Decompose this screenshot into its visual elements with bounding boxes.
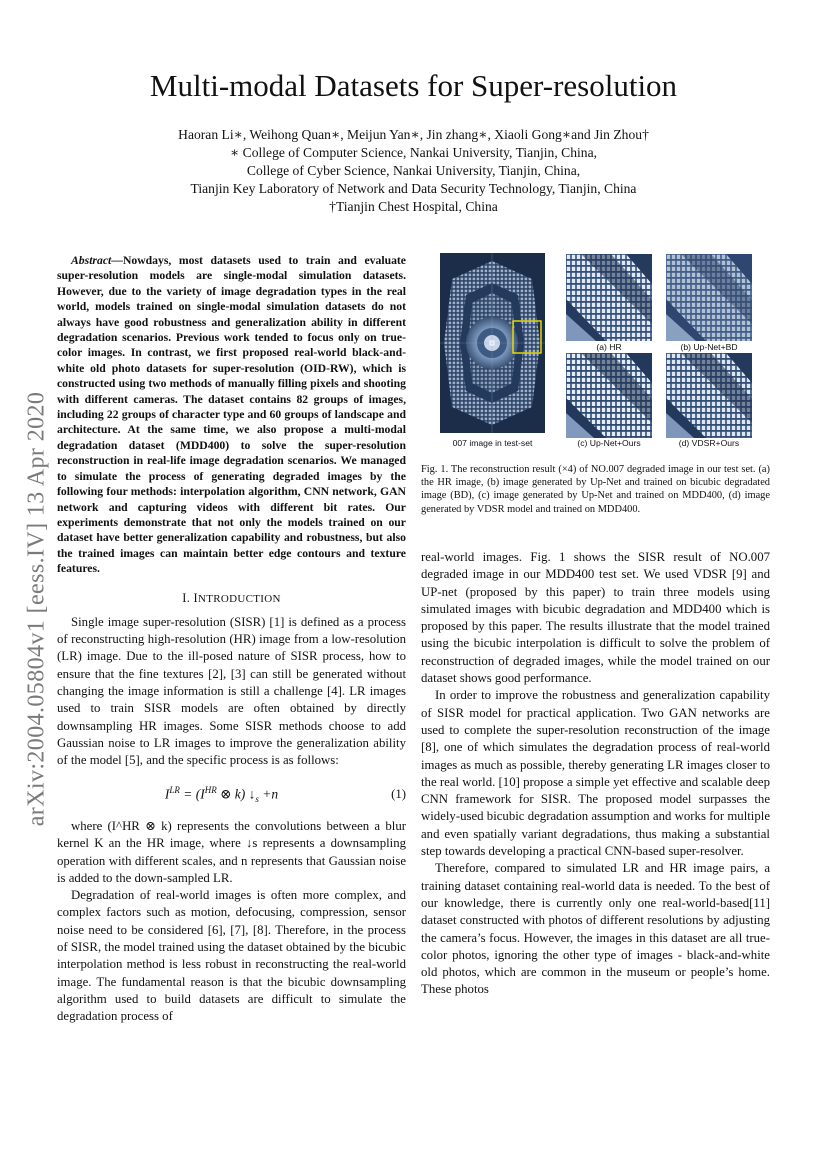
figure-1 [420, 252, 772, 454]
eq-end: +n [258, 786, 279, 801]
equation-1 [57, 782, 406, 808]
author-names: Haoran Li∗, Weihong Quan∗, Meijun Yan∗, Jin zhang∗, Xiaoli Gong∗and Jin Zhou† [178, 127, 649, 142]
affiliation-2: College of Cyber Science, Nankai University, Tianjin, China, [246, 163, 581, 178]
panel-upnet-ours [566, 353, 652, 438]
label-a: (a) HR [596, 342, 622, 352]
eq-lhs-sup: LR [169, 784, 180, 795]
label-c: (c) Up-Net+Ours [577, 438, 641, 448]
label-b: (b) Up-Net+BD [680, 342, 738, 352]
section-first-letter: I [193, 590, 198, 605]
label-main: 007 image in test-set [452, 438, 533, 448]
affiliation-3: Tianjin Key Laboratory of Network and Data Security Technology, Tianjin, China [190, 181, 637, 196]
main-image [440, 253, 545, 433]
intro-paragraph-3: Degradation of real-world images is often more complex, and complex factors such as motion, defocusing, compression, sensor noise need to be considered [6], [7], [8]. Therefore, in the process of SISR, the model trained using the dataset obtained by the bicubic interpolation method is less robust in reconstructing the real-world image. The fundamental reason is that the bicubic downsampling algorithm used to build datasets are difficult to simulate the degradation process of [57, 888, 406, 1024]
eq-lhs: I [164, 786, 170, 801]
right-paragraph-2: In order to improve the robustness and generalization capability of SISR model for practical application. Two GAN networks are used to complete the super-resolution reconstruction of the image [8], one of which simulates the degradation process of real-world images as much as possible, thereby generating LR images closer to the real world. [10] propose a simple yet effective and scalable deep CNN framework for SISR. The proposed model surpasses the widely-used bicubic degradation assumption and works for multiple and even spatially variant degradations, thus making a substantial step towards developing a practical CNN-based super-resolver. [421, 688, 770, 859]
section-rest: NTRODUCTION [197, 592, 281, 605]
affiliation-1: ∗ College of Computer Science, Nankai University, Tianjin, China, [229, 145, 598, 160]
section-numeral: I. [182, 590, 191, 605]
panel-vdsr-ours [666, 353, 752, 438]
eq-mid-sup: HR [204, 784, 217, 795]
eq-sub: s [255, 793, 259, 804]
panel-hr [566, 254, 652, 341]
right-paragraph-3: Therefore, compared to simulated LR and HR image pairs, a training dataset containing real-world data is needed. To the best of our knowledge, there is currently only one real-world-based[11] dataset constructed with photos of different resolutions by adjusting the camera’s focus. However, the images in this dataset are all true-color photos, ignoring the other type of images - black-and-white old photos, which are common in the museum or people’s home. These photos [421, 861, 770, 997]
figure-1-caption: Fig. 1. The reconstruction result (×4) of NO.007 degraded image in our test set. (a) the HR image, (b) image generated by Up-Net and trained on bicubic degradated image (BD), (c) image generated by Up-Net and trained on MDD400, (d) image generated by VDSR model and trained on MDD400. [421, 464, 770, 515]
eq-mid1: = (I [179, 786, 205, 801]
paper-title: Multi-modal Datasets for Super-resolution [149, 68, 678, 103]
equation-body [57, 782, 386, 808]
intro-paragraph-1: Single image super-resolution (SISR) [1] is defined as a process of reconstructing high-resolution (HR) image from a low-resolution (LR) image. Due to the ill-posed nature of SISR process, how to ensure that the fine textures [2], [3] can still be generated without changing the image information is still a challenge [4]. LR images used to train SISR models are often obtained by directly downsampling HR images. Some SISR methods choose to add Gaussian noise to LR images to improve the generalization ability of the model [5], and the specific process is as follows: [57, 614, 406, 768]
abstract-text: —Nowdays, most datasets used to train and evaluate super-resolution models are single-modal simulation datasets. However, due to the variety of image degradation types in the real world, models trained on single-modal simulation datasets do not always have good robustness and generalization ability in different degradation scenarios. Previous work tended to focus only on true-color images. In contrast, we first proposed real-world black-and-white old photo datasets for super-resolution (OID-RW), which is constructed using two methods of manually filling pixels and shooting with different cameras. The dataset contains 82 groups of images, including 22 groups of character type and 60 groups of landscape and architecture. At the same time, we also propose a multi-modal degradation dataset (MDD400) to solve the super-resolution reconstruction in real-life image degradation scenarios. We managed to simulate the process of generating degraded images by the following four methods: interpolation algorithm, CNN network, GAN network and capturing videos with different bit rates. Our experiments demonstrate that not only the models trained on our dataset have better generalization capability and robustness, but also the trained images can maintain better edge contours and texture features. [57, 254, 406, 576]
abstract [57, 253, 406, 577]
left-column [57, 253, 406, 1026]
section-heading [57, 590, 406, 608]
intro-paragraph-2: where (I^HR ⊗ k) represents the convolutions between a blur kernel K an the HR image, where ↓s represents a downsampling operation with different scales, and n represents that Gaussian noise is added to the down-sampled LR. [57, 818, 406, 885]
affiliation-4: †Tianjin Chest Hospital, China [329, 199, 498, 214]
right-column [421, 549, 770, 999]
right-paragraph-1: real-world images. Fig. 1 shows the SISR result of NO.007 degraded image in our MDD400 test set. We used VDSR [9] and UP-net (proposed by this paper) to train three models using simulated images with bicubic degradation and MDD400 which is proposed by this paper. The results illustrate that the model trained using the bicubic interpolation is difficult to solve the problem of reconstruction of degraded images, while the model trained on our dataset shows good performance. [421, 550, 770, 686]
panel-upnet-bd [666, 254, 752, 341]
abstract-lead: Abstract [71, 254, 112, 267]
author-block [0, 126, 827, 216]
equation-number: (1) [391, 787, 406, 802]
label-d: (d) VDSR+Ours [678, 438, 740, 448]
arxiv-id: arXiv:2004.05804v1 [eess.IV] 13 Apr 2020 [23, 391, 50, 827]
eq-mid2: ⊗ k) ↓ [216, 786, 256, 801]
